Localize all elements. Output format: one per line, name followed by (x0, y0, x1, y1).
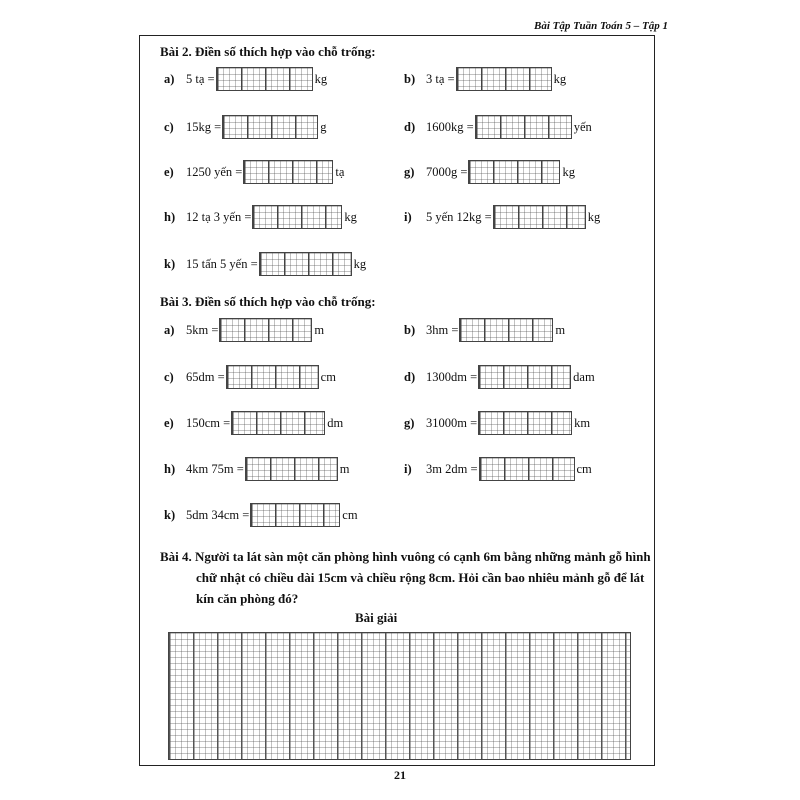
item-unit: kg (587, 209, 601, 224)
item-unit: m (314, 322, 325, 337)
exercise-item (164, 205, 357, 229)
item-unit: cm (576, 461, 592, 476)
item-label: g) (404, 164, 415, 179)
item-expression: 1250 yến = (186, 164, 243, 179)
exercise-item (404, 318, 565, 342)
answer-grid[interactable] (250, 503, 340, 527)
solution-label: Bài giải (355, 610, 398, 625)
item-expression: 5 tạ = (186, 71, 215, 86)
item-label: e) (164, 415, 174, 430)
answer-grid[interactable] (226, 365, 319, 389)
item-unit: kg (553, 71, 567, 86)
item-label: c) (164, 119, 174, 134)
exercise-item (164, 365, 336, 389)
item-expression: 31000m = (426, 415, 478, 430)
item-label: e) (164, 164, 174, 179)
item-unit: kg (562, 164, 575, 179)
answer-grid[interactable] (216, 67, 313, 91)
item-expression: 65dm = (186, 369, 225, 384)
item-expression: 3 tạ = (426, 71, 455, 86)
bai3-title: Bài 3. Điền số thích hợp vào chỗ trống: (160, 294, 376, 309)
exercise-item (164, 115, 326, 139)
item-label: b) (404, 322, 416, 337)
item-expression: 1300dm = (426, 369, 478, 384)
item-label: i) (404, 209, 412, 224)
answer-grid[interactable] (478, 411, 572, 435)
exercise-item (404, 67, 566, 91)
item-unit: km (574, 415, 591, 430)
answer-grid[interactable] (259, 252, 352, 276)
item-expression: 1600kg = (426, 119, 474, 134)
exercise-item (404, 115, 592, 139)
item-label: b) (404, 71, 416, 86)
item-expression: 3hm = (426, 322, 459, 337)
answer-grid[interactable] (252, 205, 342, 229)
item-label: a) (164, 322, 175, 337)
item-expression: 7000g = (426, 164, 468, 179)
exercise-item (164, 160, 344, 184)
item-expression: 15 tấn 5 yến = (186, 256, 258, 271)
exercise-item (164, 252, 366, 276)
answer-grid[interactable] (222, 115, 318, 139)
item-unit: kg (353, 256, 367, 271)
item-unit: kg (314, 71, 328, 86)
item-label: h) (164, 461, 176, 476)
item-label: d) (404, 369, 416, 384)
item-label: k) (164, 256, 176, 271)
bai2-title: Bài 2. Điền số thích hợp vào chỗ trống: (160, 44, 376, 59)
item-unit: cm (342, 507, 358, 522)
answer-grid[interactable] (479, 457, 575, 481)
exercise-item (404, 457, 592, 481)
item-expression: 150cm = (186, 415, 231, 430)
item-unit: cm (320, 369, 336, 384)
bai4-line-1: Bài 4. Người ta lát sàn một căn phòng hình vuông có cạnh 6m bằng những mảnh gỗ hình (160, 549, 651, 564)
answer-grid[interactable] (493, 205, 586, 229)
item-unit: dam (573, 369, 595, 384)
item-label: g) (404, 415, 415, 430)
answer-grid[interactable] (243, 160, 333, 184)
answer-grid[interactable] (459, 318, 553, 342)
item-expression: 5 yến 12kg = (426, 209, 492, 224)
item-expression: 4km 75m = (186, 461, 244, 476)
item-unit: m (555, 322, 566, 337)
item-label: h) (164, 209, 176, 224)
exercise-item (404, 160, 575, 184)
item-label: a) (164, 71, 175, 86)
item-label: c) (164, 369, 174, 384)
bai4-line-3: kín căn phòng đó? (196, 591, 299, 606)
item-expression: 15kg = (186, 119, 222, 134)
answer-grid[interactable] (478, 365, 571, 389)
answer-grid[interactable] (456, 67, 552, 91)
item-unit: g (320, 119, 327, 134)
solution-grid[interactable] (168, 632, 631, 760)
answer-grid[interactable] (475, 115, 572, 139)
exercise-item (164, 411, 343, 435)
item-unit: dm (327, 415, 344, 430)
item-expression: 5dm 34cm = (186, 507, 250, 522)
exercise-item (164, 503, 358, 527)
exercise-item (404, 365, 595, 389)
exercise-item (404, 205, 600, 229)
exercise-item (164, 457, 349, 481)
page-number: 21 (394, 768, 406, 782)
item-unit: yến (573, 119, 592, 134)
item-label: k) (164, 507, 176, 522)
bai4-line-2: chữ nhật có chiều dài 15cm và chiều rộng 8cm. Hỏi cần bao nhiêu mảnh gỗ để lát (196, 570, 645, 585)
answer-grid[interactable] (245, 457, 338, 481)
item-unit: tạ (335, 164, 345, 179)
answer-grid[interactable] (231, 411, 325, 435)
item-expression: 12 tạ 3 yến = (186, 209, 252, 224)
header-title: Bài Tập Tuần Toán 5 – Tập 1 (534, 20, 668, 32)
item-unit: m (339, 461, 350, 476)
answer-grid[interactable] (468, 160, 560, 184)
exercise-item (404, 411, 590, 435)
exercise-item (164, 67, 327, 91)
item-expression: 3m 2dm = (426, 461, 478, 476)
item-expression: 5km = (186, 322, 219, 337)
item-label: d) (404, 119, 416, 134)
bai4-problem (160, 546, 650, 609)
item-unit: kg (344, 209, 357, 224)
item-label: i) (404, 461, 412, 476)
answer-grid[interactable] (219, 318, 312, 342)
exercise-item (164, 318, 324, 342)
